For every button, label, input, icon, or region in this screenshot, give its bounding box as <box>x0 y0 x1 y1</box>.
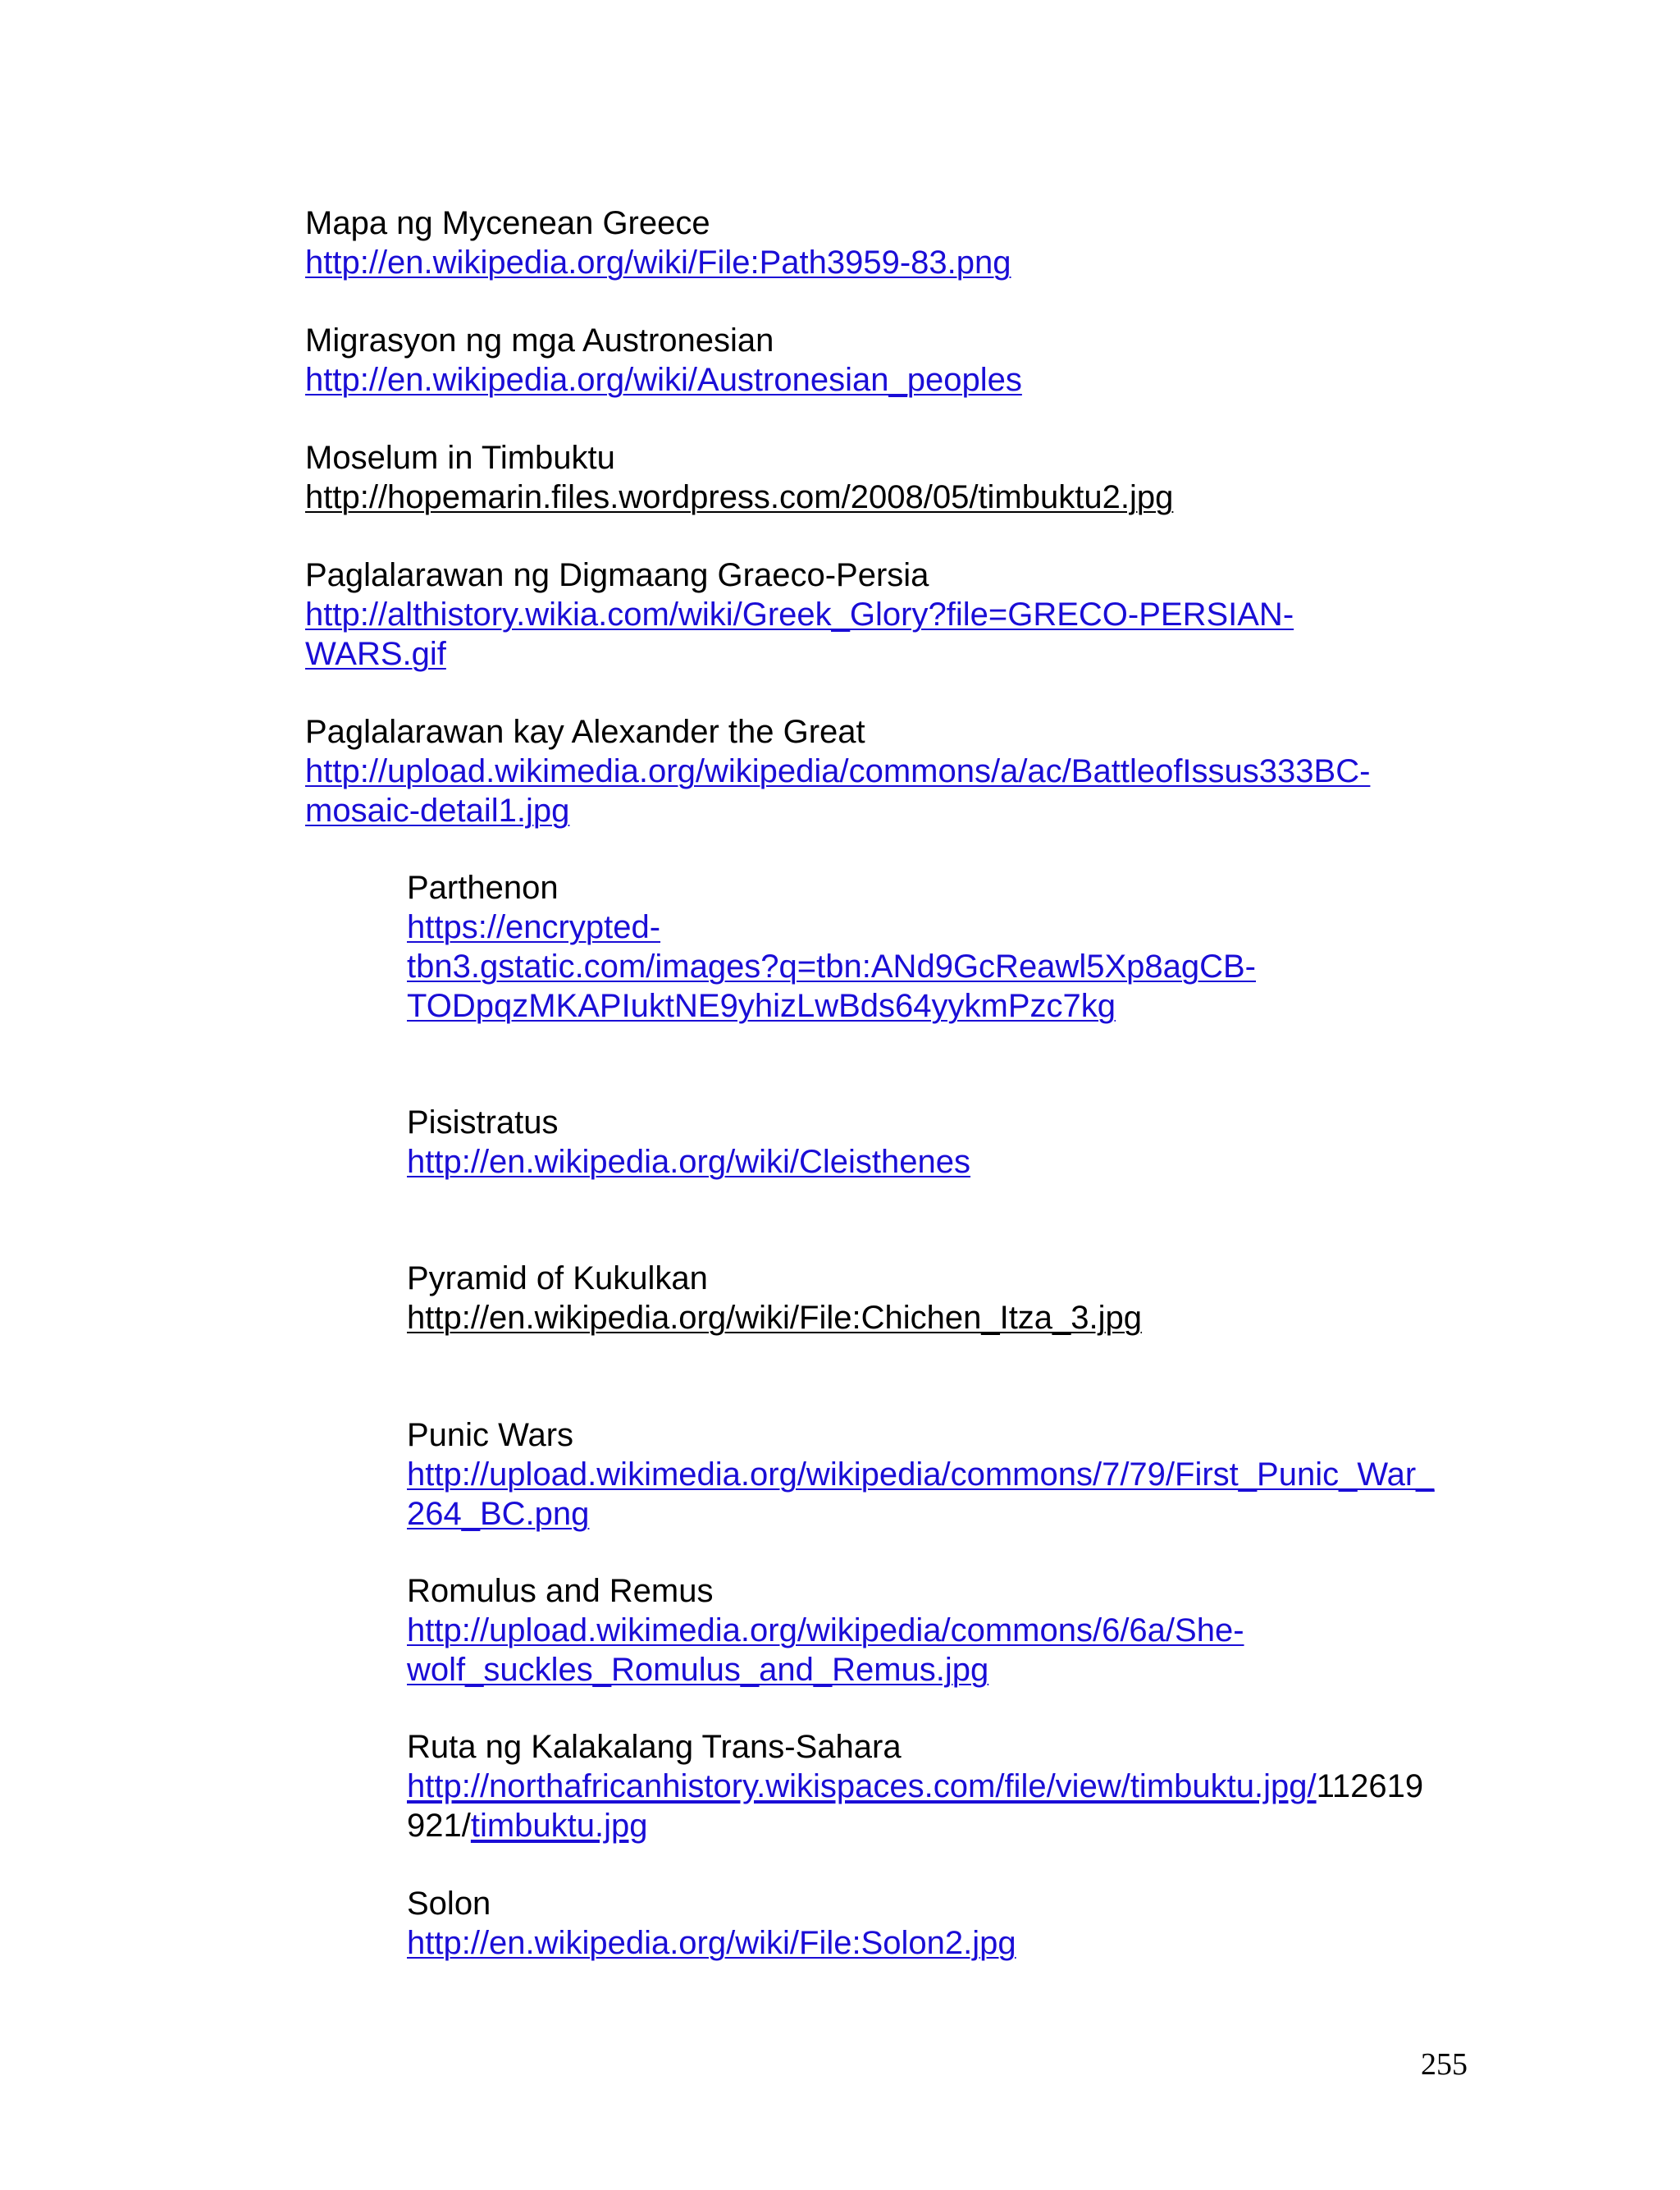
reference-link-continued[interactable]: WARS.gif <box>305 636 446 672</box>
reference-link[interactable]: http://en.wikipedia.org/wiki/File:Chichen_Itza_3.jpg <box>407 1300 1143 1336</box>
reference-entry <box>407 1415 1434 1534</box>
reference-link[interactable]: http://upload.wikimedia.org/wikipedia/commons/a/ac/BattleofIssus333BC- <box>305 753 1371 789</box>
reference-entry <box>407 1259 1142 1337</box>
reference-link-continued[interactable]: wolf_suckles_Romulus_and_Remus.jpg <box>407 1652 989 1688</box>
reference-title: Migrasyon ng mga Austronesian <box>305 322 774 359</box>
reference-title: Paglalarawan ng Digmaang Graeco-Persia <box>305 557 929 593</box>
reference-link[interactable]: http://northafricanhistory.wikispaces.com/file/view/timbuktu.jpg/ <box>407 1768 1317 1804</box>
reference-link-line <box>407 1767 1423 1806</box>
reference-entry <box>407 868 1256 1026</box>
reference-title: Moselum in Timbuktu <box>305 440 615 476</box>
reference-link-head: 921/ <box>407 1808 471 1844</box>
reference-title: Paglalarawan kay Alexander the Great <box>305 714 865 750</box>
reference-title: Mapa ng Mycenean Greece <box>305 205 710 241</box>
reference-entry <box>305 712 1370 830</box>
reference-link-tail: 112619 <box>1316 1768 1424 1804</box>
reference-link[interactable]: https://encrypted- <box>407 909 661 945</box>
reference-link[interactable]: http://en.wikipedia.org/wiki/File:Path3959-83.png <box>305 245 1011 281</box>
reference-title: Pisistratus <box>407 1104 559 1141</box>
reference-title: Solon <box>407 1886 491 1922</box>
reference-title: Pyramid of Kukulkan <box>407 1260 708 1296</box>
reference-link[interactable]: http://upload.wikimedia.org/wikipedia/commons/7/79/First_Punic_War_ <box>407 1456 1435 1493</box>
reference-entry <box>407 1103 970 1182</box>
reference-entry <box>305 321 1022 400</box>
reference-link-continued[interactable]: timbuktu.jpg <box>470 1808 648 1844</box>
reference-title: Punic Wars <box>407 1417 574 1453</box>
reference-entry <box>407 1727 1423 1845</box>
page-number: 255 <box>1421 2047 1468 2082</box>
reference-entry <box>407 1884 1016 1963</box>
reference-entry <box>305 203 1011 282</box>
reference-title: Parthenon <box>407 870 559 906</box>
reference-title: Ruta ng Kalakalang Trans-Sahara <box>407 1729 902 1765</box>
reference-link[interactable]: http://en.wikipedia.org/wiki/Austronesian_peoples <box>305 362 1022 398</box>
reference-link-continued[interactable]: mosaic-detail1.jpg <box>305 793 570 829</box>
reference-link-continued[interactable]: TODpqzMKAPIuktNE9yhizLwBds64yykmPzc7kg <box>407 988 1116 1024</box>
reference-link-continued[interactable]: 264_BC.png <box>407 1496 590 1532</box>
reference-title: Romulus and Remus <box>407 1573 714 1609</box>
reference-link[interactable]: http://althistory.wikia.com/wiki/Greek_Glory?file=GRECO-PERSIAN- <box>305 597 1294 633</box>
reference-link-line <box>407 1806 1423 1845</box>
reference-link[interactable]: http://hopemarin.files.wordpress.com/2008/05/timbuktu2.jpg <box>305 479 1174 515</box>
reference-link[interactable]: http://en.wikipedia.org/wiki/File:Solon2.jpg <box>407 1925 1016 1961</box>
reference-entry <box>407 1571 1244 1689</box>
reference-link-continued[interactable]: tbn3.gstatic.com/images?q=tbn:ANd9GcReawl5Xp8agCB- <box>407 949 1256 985</box>
reference-link[interactable]: http://en.wikipedia.org/wiki/Cleisthenes <box>407 1144 971 1180</box>
reference-entry <box>305 556 1294 674</box>
reference-link[interactable]: http://upload.wikimedia.org/wikipedia/commons/6/6a/She- <box>407 1612 1244 1648</box>
reference-entry <box>305 438 1173 517</box>
